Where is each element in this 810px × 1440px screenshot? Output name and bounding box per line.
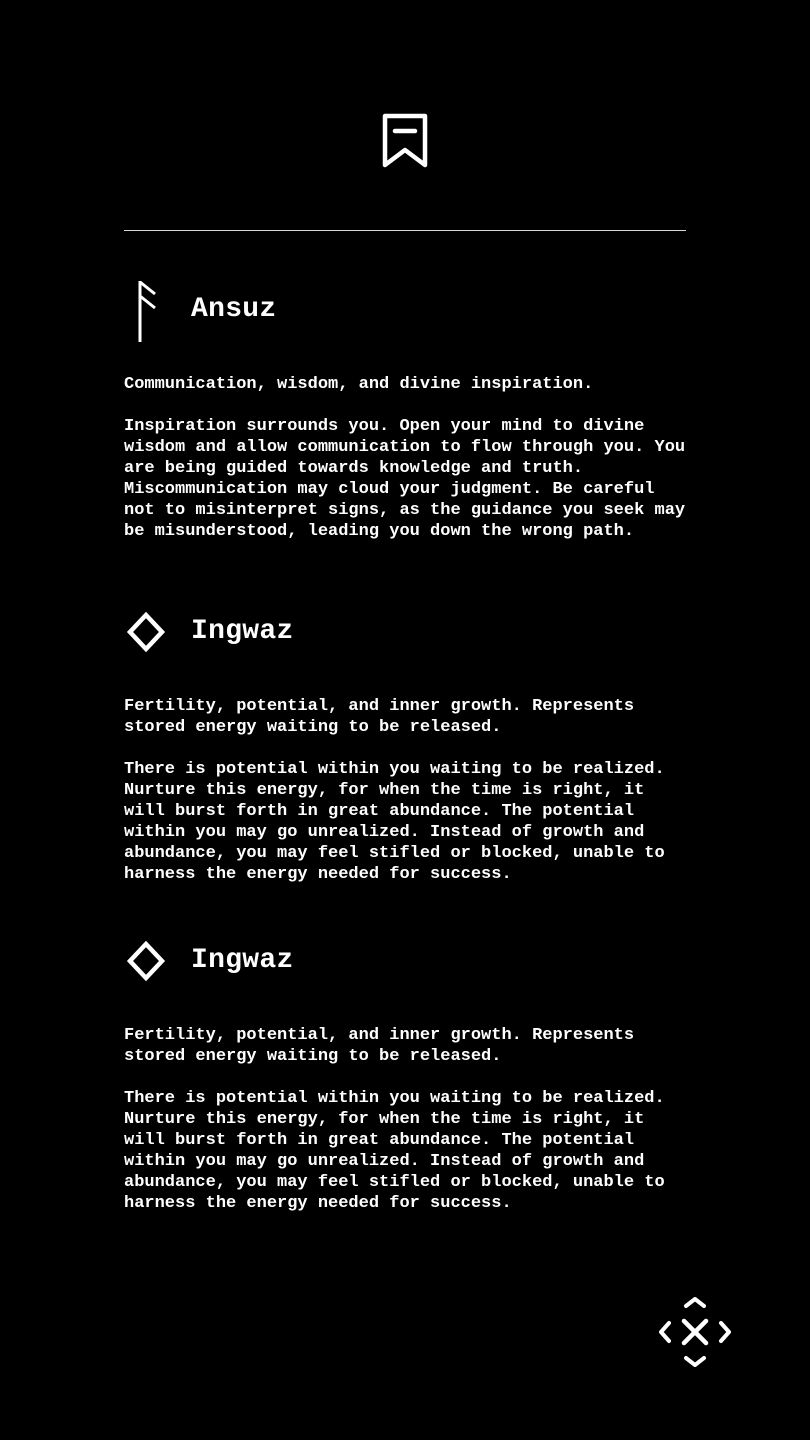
ingwaz-rune-icon <box>124 598 170 666</box>
header-divider <box>124 230 686 231</box>
reading-list <box>124 276 688 1214</box>
rune-description: Inspiration surrounds you. Open your mind to divine wisdom and allow communication to flow through you. You are being guided towards knowledge and truth. Miscommunication may cloud your judgment. Be careful not to misinterpret signs, as the guidance you seek may be misunderstood, leading you down the wrong path. <box>124 417 686 541</box>
rune-card-ingwaz <box>124 927 688 1214</box>
rune-description: There is potential within you waiting to be realized. Nurture this energy, for when the time is right, it will burst forth in great abundance. The potential within you may go unrealized. Instead of growth and abundance, you may feel stifled or blocked, unable to harness the energy needed for success. <box>124 760 665 884</box>
rune-description: There is potential within you waiting to be realized. Nurture this energy, for when the time is right, it will burst forth in great abundance. The potential within you may go unrealized. Instead of growth and abundance, you may feel stifled or blocked, unable to harness the energy needed for success. <box>124 1089 665 1213</box>
rune-title: Ansuz <box>191 294 277 325</box>
bookmark-button[interactable] <box>379 110 431 170</box>
bookmark-icon <box>379 110 431 170</box>
rune-header <box>124 927 688 995</box>
rune-header <box>124 598 688 666</box>
rune-keywords: Fertility, potential, and inner growth. Represents stored energy waiting to be released. <box>124 697 635 737</box>
rune-title: Ingwaz <box>191 616 294 647</box>
ingwaz-rune-icon <box>124 927 170 995</box>
rune-title: Ingwaz <box>191 945 294 976</box>
rune-keywords: Fertility, potential, and inner growth. Represents stored energy waiting to be released. <box>124 1026 635 1066</box>
close-navigation-button[interactable] <box>657 1296 733 1370</box>
close-navigation-icon <box>657 1296 733 1370</box>
ansuz-rune-icon <box>124 276 170 344</box>
rune-header <box>124 276 688 344</box>
rune-keywords: Communication, wisdom, and divine inspiration. <box>124 375 594 394</box>
rune-card-ingwaz <box>124 598 688 885</box>
rune-card-ansuz <box>124 276 688 542</box>
